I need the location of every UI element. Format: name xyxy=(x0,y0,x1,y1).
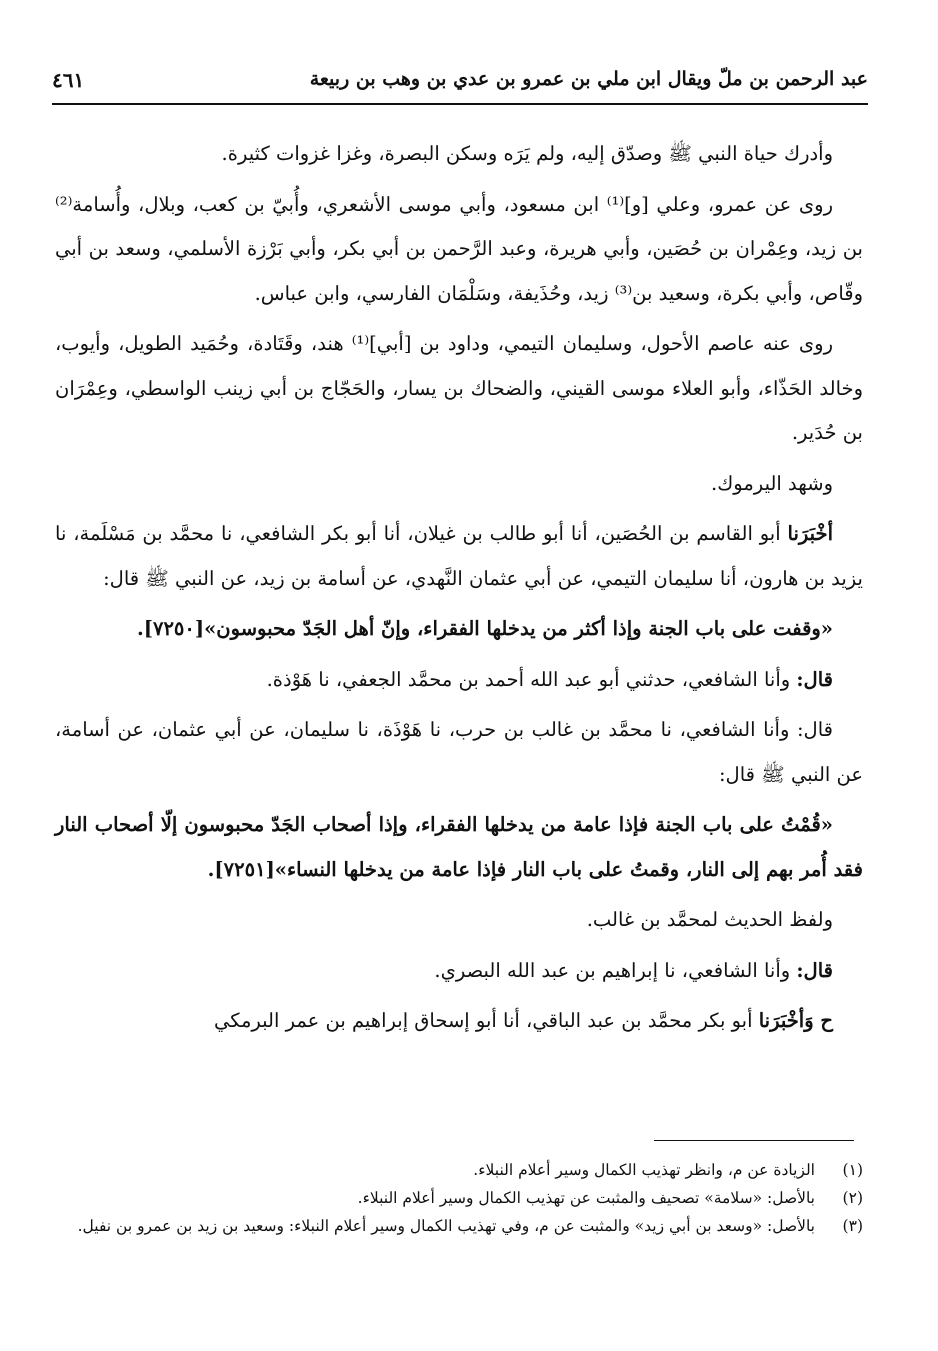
footnote-number: (٢) xyxy=(842,1189,863,1207)
narration-keyword: قال: xyxy=(796,667,833,691)
narration-keyword: قال: xyxy=(796,958,833,982)
hadith-quote: «قُمْتُ على باب الجنة فإذا عامة من يدخلها الفقراء، وإذا أصحاب الجَدّ محبوسون إلّا أصحاب النار فقد أُمر بهم إلى النار، وقمتُ على باب النار فإذا عامة من يدخلها النساء»[٧٢٥١]. xyxy=(55,813,863,881)
footnote-text: بالأصل: «وسعد بن أبي زيد» والمثبت عن م، وفي تهذيب الكمال وسير أعلام النبلاء: وسعيد بن زيد بن عمرو بن نفيل. xyxy=(77,1217,815,1235)
paragraph: وشهد اليرموك. xyxy=(711,471,833,495)
narration-keyword: ح وَأخْبَرَنا xyxy=(758,1009,833,1032)
paragraph xyxy=(55,999,863,1044)
page-number: ٤٦١ xyxy=(52,68,85,92)
footnote-divider xyxy=(654,1140,854,1141)
narration-keyword: أخْبَرَنا xyxy=(787,522,833,545)
footnote-number: (٣) xyxy=(842,1217,863,1235)
footnote xyxy=(55,1212,863,1240)
page-header xyxy=(52,58,868,98)
footnote xyxy=(55,1156,863,1184)
footnote xyxy=(55,1184,863,1212)
paragraph xyxy=(55,512,863,601)
paragraph: ولفظ الحديث لمحمَّد بن غالب. xyxy=(586,908,833,931)
paragraph: وأدرك حياة النبي ﷺ وصدّق إليه، ولم يَرَه وسكن البصرة، وغزا غزوات كثيرة. xyxy=(221,142,833,165)
main-text xyxy=(55,132,863,1050)
paragraph xyxy=(55,658,863,703)
running-title: عبد الرحمن بن ملّ ويقال ابن ملي بن عمرو بن عدي بن وهب بن ربيعة xyxy=(309,68,868,90)
narration-text: وأنا الشافعي، حدثني أبو عبد الله أحمد بن محمَّد الجعفي، نا هَوْذة. xyxy=(266,667,797,691)
paragraph xyxy=(55,949,863,994)
footnote-number: (١) xyxy=(842,1161,863,1179)
footnote-text: الزيادة عن م، وانظر تهذيب الكمال وسير أعلام النبلاء. xyxy=(473,1161,815,1179)
paragraph: روى عن عمرو، وعلي [و]⁽¹⁾ ابن مسعود، وأبي موسى الأشعري، وأُبيّ بن كعب، وبلال، وأُسامة⁽²⁾ بن زيد، وعِمْران بن حُصَين، وأبي هريرة، وعبد الرَّحمن بن أبي بكر، وأبي بَرْزة الأسلمي، وسعد بن أبي وقّاص، وأبي بكرة، وسعيد بن⁽³⁾ زيد، وحُذَيفة، وسَلْمَان الفارسي، وابن عباس. xyxy=(55,192,863,305)
narration-text: أبو بكر محمَّد بن عبد الباقي، أنا أبو إسحاق إبراهيم بن عمر البرمكي xyxy=(213,1009,759,1032)
narration-text: أبو القاسم بن الحُصَين، أنا أبو طالب بن غيلان، أنا أبو بكر الشافعي، نا محمَّد بن مَسْلَمة، نا يزيد بن هارون، أنا سليمان التيمي، عن أبي عثمان النَّهدي، عن أسامة بن زيد، عن النبي ﷺ قال: xyxy=(55,522,863,590)
header-divider xyxy=(52,103,868,105)
footnote-text: بالأصل: «سلامة» تصحيف والمثبت عن تهذيب الكمال وسير أعلام النبلاء. xyxy=(357,1189,815,1207)
hadith-quote: «وقفت على باب الجنة وإذا أكثر من يدخلها الفقراء، وإنّ أهل الجَدّ محبوسون»[٧٢٥٠]. xyxy=(136,617,833,640)
paragraph: قال: وأنا الشافعي، نا محمَّد بن غالب بن حرب، نا هَوْذَة، نا سليمان، عن أبي عثمان، عن أسامة، عن النبي ﷺ قال: xyxy=(55,718,863,786)
footnotes xyxy=(55,1156,863,1240)
narration-text: وأنا الشافعي، نا إبراهيم بن عبد الله البصري. xyxy=(434,958,797,982)
paragraph: روى عنه عاصم الأحول، وسليمان التيمي، وداود بن [أبي]⁽¹⁾ هند، وقَتَادة، وحُمَيد الطويل، وأيوب، وخالد الحَذّاء، وأبو العلاء موسى القيني، والضحاك بن يسار، والحَجّاج بن أبي زينب الواسطي، وعِمْرَان بن حُدَير. xyxy=(55,332,863,444)
